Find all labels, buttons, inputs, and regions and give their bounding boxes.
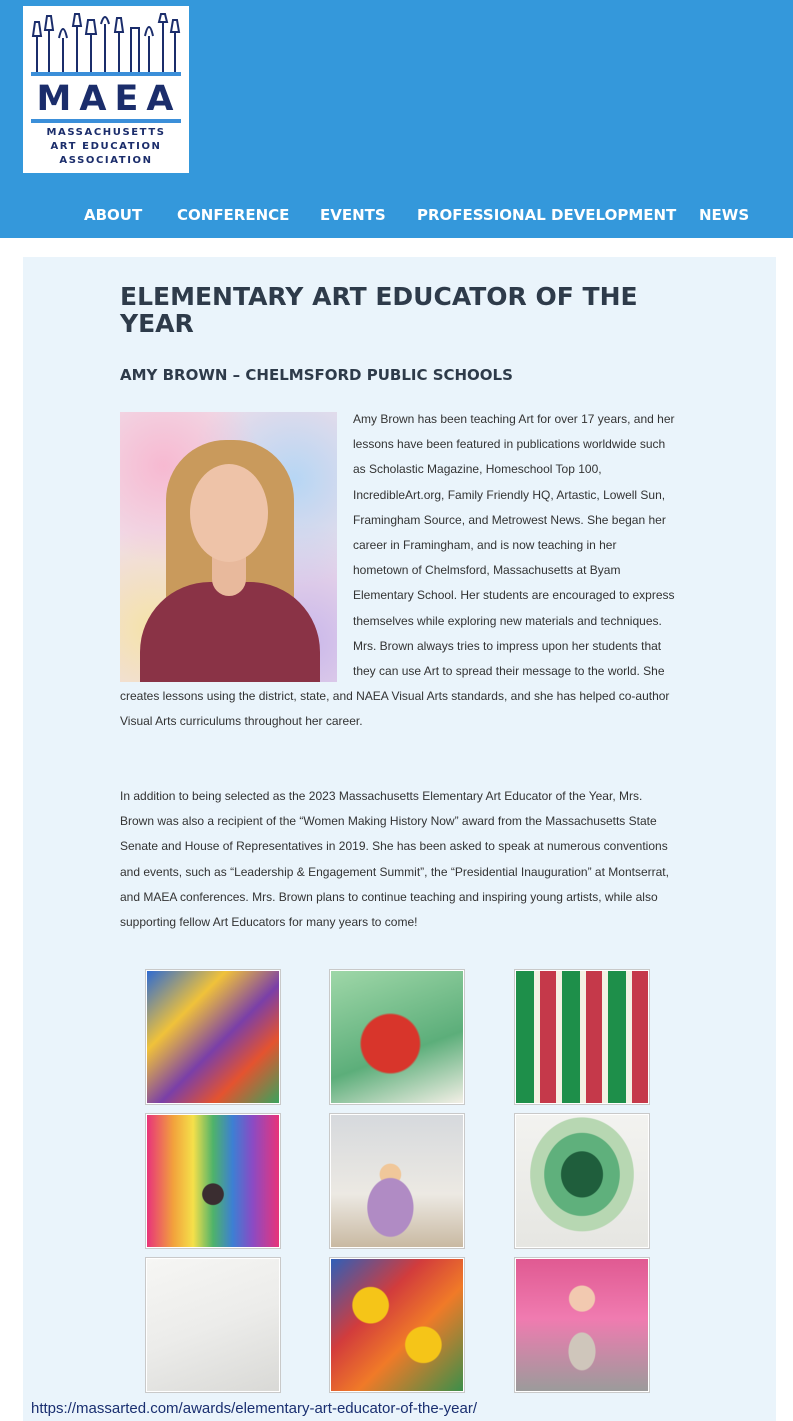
page-title: ELEMENTARY ART EDUCATOR OF THE YEAR [120, 282, 638, 338]
nav-item-conference[interactable]: CONFERENCE [177, 206, 290, 224]
logo-bottom-rule [31, 119, 181, 123]
nav-item-events[interactable]: EVENTS [320, 206, 386, 224]
portrait-photo [120, 412, 337, 682]
gallery-image [147, 1115, 279, 1247]
portrait-face [190, 464, 268, 562]
gallery-image [516, 971, 648, 1103]
maea-logo[interactable] [23, 6, 189, 173]
logo-line-3: ASSOCIATION [59, 155, 153, 166]
gallery-photo-student-artwork-collage[interactable] [145, 969, 281, 1105]
gallery-photo-rainbow-wings-mural[interactable] [145, 1113, 281, 1249]
paintbrushes-icon [31, 12, 181, 76]
nav-item-about[interactable]: ABOUT [84, 206, 143, 224]
logo-acronym: MAEA [36, 79, 182, 119]
gallery-image [147, 1259, 279, 1391]
bio-section [120, 407, 675, 735]
gallery-photo-teacher-classroom[interactable] [329, 1113, 465, 1249]
gallery-image [331, 1259, 463, 1391]
gallery-image [331, 971, 463, 1103]
nav-item-professional-development[interactable]: PROFESSIONAL DEVELOPMENT [417, 206, 677, 224]
logo-line-2: ART EDUCATION [50, 141, 162, 152]
logo-top-rule [31, 72, 181, 76]
bio-paragraph-1: Amy Brown has been teaching Art for over 17 years, and her lessons have been featured in publications worldwide such as Scholastic Magazine, Homeschool Top 100, IncredibleArt.org, Family Friendly HQ, Artastic, Lowell Sun, Framingham Source, and Metrowest News. She began her career in Framingham, and is now teaching in her hometown of Chelmsford, Massachusetts at Byam Elementary School. Her students are encouraged to express themselves while exploring new materials and techniques. Mrs. Brown always tries to impress upon her students that they can use Art to spread their message to the world. She creates lessons using the district, state, and NAEA Visual Arts standards, and she has helped co-author Visual Arts curriculums throughout her career. [120, 412, 675, 729]
content-panel [23, 257, 776, 1421]
gallery-photo-hallway-display[interactable] [514, 969, 650, 1105]
gallery-photo-student-painting[interactable] [329, 969, 465, 1105]
gallery-photo-sneaker-drawing[interactable] [145, 1257, 281, 1393]
nav-item-news[interactable]: NEWS [699, 206, 750, 224]
gallery-photo-ceramic-bowl[interactable] [514, 1113, 650, 1249]
gallery-image [516, 1259, 648, 1391]
logo-line-1: MASSACHUSETTS [46, 127, 166, 138]
logo-fullname [23, 126, 189, 168]
gallery-photo-student-clay-pot[interactable] [514, 1257, 650, 1393]
gallery-image [516, 1115, 648, 1247]
award-recipient-heading: AMY BROWN – CHELMSFORD PUBLIC SCHOOLS [120, 366, 513, 384]
gallery-image [147, 971, 279, 1103]
portrait-sweater [140, 582, 320, 682]
main-nav [0, 203, 793, 229]
bio-paragraph-2: In addition to being selected as the 2023 Massachusetts Elementary Art Educator of the Year, Mrs. Brown was also a recipient of the “Women Making History Now” award from the Massachusetts State Senate and House of Representatives in 2019. She has been asked to speak at numerous conventions and events, such as “Leadership & Engagement Summit”, the “Presidential Inauguration” at Montserrat, and MAEA conferences. Mrs. Brown plans to continue teaching and inspiring young artists, while also supporting fellow Art Educators for many years to come! [120, 789, 669, 930]
photo-gallery [145, 969, 649, 1391]
gallery-image [331, 1115, 463, 1247]
page-url: https://massarted.com/awards/elementary-art-educator-of-the-year/ [31, 1400, 478, 1417]
gallery-photo-sunflower-paintings[interactable] [329, 1257, 465, 1393]
site-header [0, 0, 793, 238]
